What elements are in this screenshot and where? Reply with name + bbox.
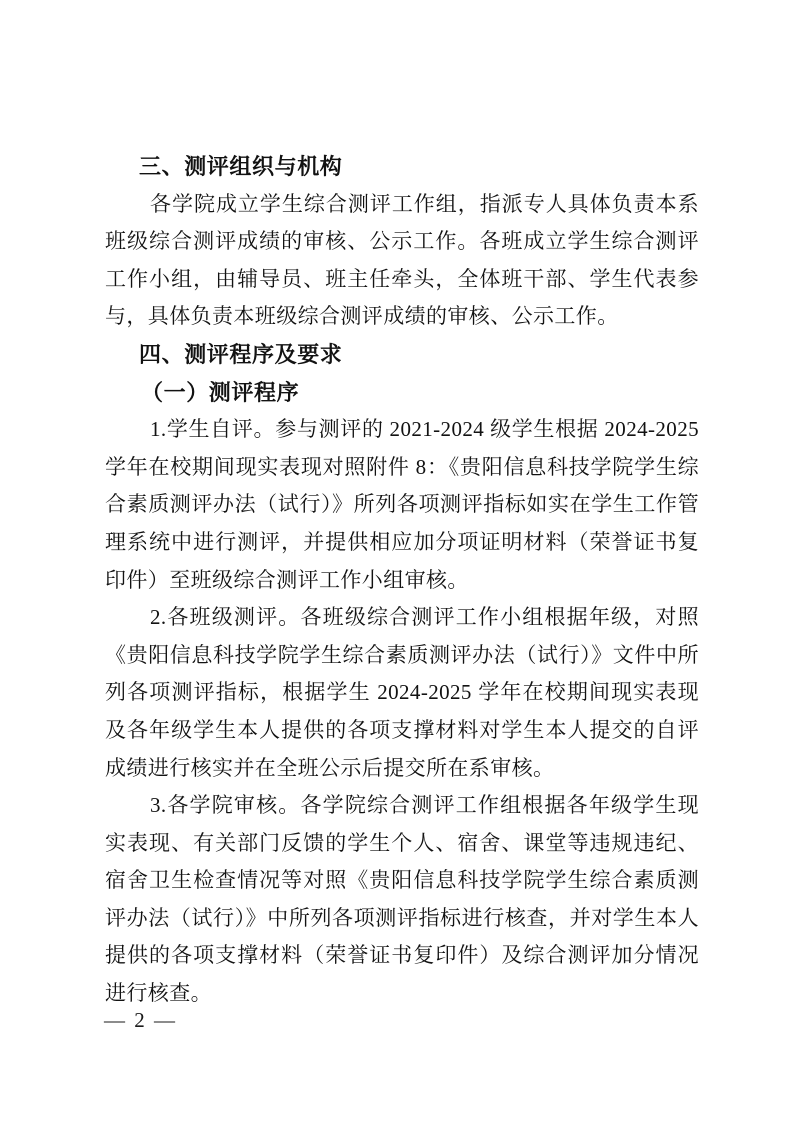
page-number: — 2 — [104,1008,177,1032]
subsection-heading-procedure: （一）测评程序 [141,379,300,405]
document-body [105,148,699,1013]
section-heading-evaluation-organization: 三、测评组织与机构 [139,154,343,179]
paragraph-class-evaluation: 2.各班级测评。各班级综合测评工作小组根据年级，对照《贵阳信息科技学院学生综合素质测评办法（试行）》文件中所列各项测评指标，根据学生 2024-2025 学年在校期间现实表现及各年级学生本人提供的各项支撑材料对学生本人提交的自评成绩进行核实并在全班公示后提交所在系审核。 [105,605,699,780]
paragraph-student-self-evaluation: 1.学生自评。参与测评的 2021-2024 级学生根据 2024-2025 学年在校期间现实表现对照附件 8：《贵阳信息科技学院学生综合素质测评办法（试行）》所列各项测评指标如实在学生工作管理系统中进行测评，并提供相应加分项证明材料（荣誉证书复印件）至班级综合测评工作小组审核。 [105,417,699,592]
paragraph-college-review: 3.各学院审核。各学院综合测评工作组根据各年级学生现实表现、有关部门反馈的学生个人、宿舍、课堂等违规违纪、宿舍卫生检查情况等对照《贵阳信息科技学院学生综合素质测评办法（试行）》中所列各项测评指标进行核查，并对学生本人提供的各项支撑材料（荣誉证书复印件）及综合测评加分情况进行核查。 [105,793,699,1006]
section-heading-evaluation-procedure: 四、测评程序及要求 [139,341,343,367]
paragraph-evaluation-organization: 各学院成立学生综合测评工作组，指派专人具体负责本系班级综合测评成绩的审核、公示工作。各班成立学生综合测评工作小组，由辅导员、班主任牵头，全体班干部、学生代表参与，具体负责本班级综合测评成绩的审核、公示工作。 [105,191,699,329]
